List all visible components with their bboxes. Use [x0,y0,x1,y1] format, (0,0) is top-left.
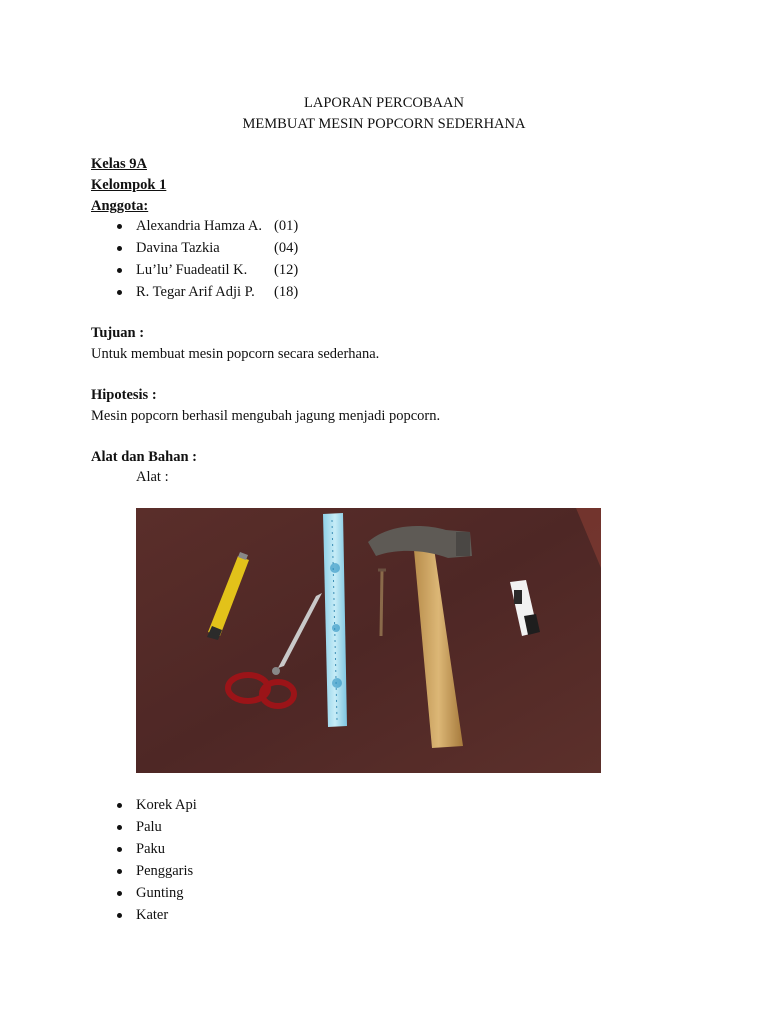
member-name: R. Tegar Arif Adji P. [136,284,255,300]
tool-item: Penggaris [91,860,197,882]
member-item [91,215,298,237]
tool-item: Korek Api [91,794,197,816]
tool-item: Palu [91,816,197,838]
member-item [91,281,298,303]
tool-item: Gunting [91,882,197,904]
objective-text: Untuk membuat mesin popcorn secara sederhana. [91,346,380,362]
member-number: (12) [274,262,299,278]
members-list [91,215,298,303]
tools-list [91,794,197,926]
group-label: Kelompok 1 [91,177,167,193]
member-number: (01) [274,218,299,234]
tool-item: Kater [91,904,197,926]
member-item [91,237,298,259]
member-number: (04) [274,240,299,256]
report-subtitle: MEMBUAT MESIN POPCORN SEDERHANA [242,116,526,132]
member-name: Alexandria Hamza A. [136,218,263,234]
hypothesis-text: Mesin popcorn berhasil mengubah jagung menjadi popcorn. [91,408,441,424]
member-name: Davina Tazkia [136,240,220,256]
members-heading: Anggota: [91,198,149,214]
tools-subheading: Alat : [136,469,169,485]
tools-photo [136,508,601,773]
member-number: (18) [274,284,299,300]
member-item [91,259,298,281]
cloth-background [136,508,601,773]
member-name: Lu’lu’ Fuadeatil K. [136,262,248,278]
report-title: LAPORAN PERCOBAAN [304,95,464,111]
materials-heading: Alat dan Bahan : [91,449,197,465]
hypothesis-heading: Hipotesis : [91,387,157,403]
class-label: Kelas 9A [91,156,147,172]
tool-item: Paku [91,838,197,860]
objective-heading: Tujuan : [91,325,145,341]
